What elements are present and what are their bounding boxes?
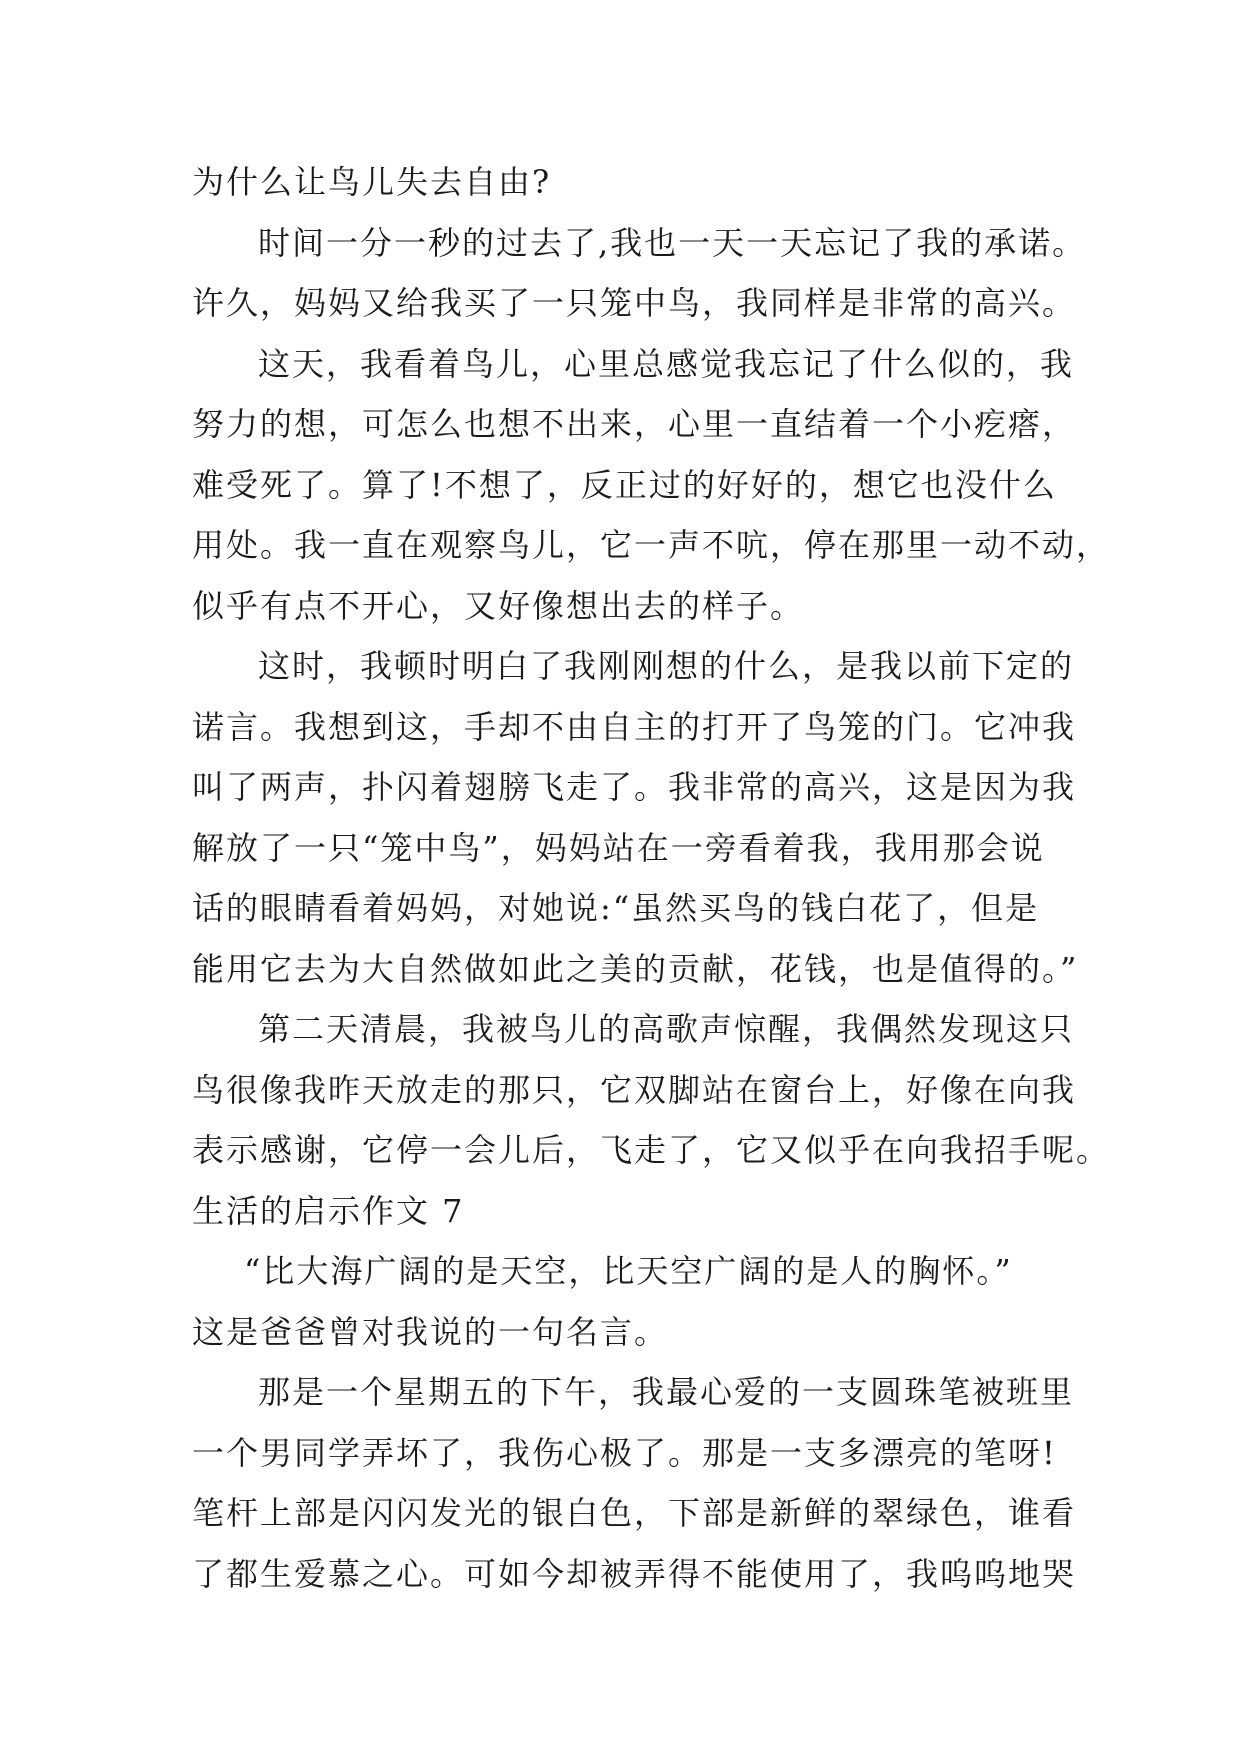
text-line: 能用它去为大自然做如此之美的贡献，花钱，也是值得的。”: [192, 949, 1079, 988]
text-line: 第二天清晨，我被鸟儿的高歌声惊醒，我偶然发现这只: [258, 1010, 1075, 1048]
text-line: 用处。我一直在观察鸟儿，它一声不吭，停在那里一动不动，: [192, 526, 1111, 564]
text-line: 叫了两声，扑闪着翅膀飞走了。我非常的高兴，这是因为我: [192, 768, 1077, 806]
text-line: 表示感谢，它停一会儿后，飞走了，它又似乎在向我招手呢。: [192, 1131, 1111, 1169]
text-line: 诺言。我想到这，手却不由自主的打开了鸟笼的门。它冲我: [192, 707, 1077, 746]
text-line: 那是一个星期五的下午，我最心爱的一支圆珠笔被班里: [258, 1373, 1075, 1411]
text-line: 鸟很像我昨天放走的那只，它双脚站在窗台上，好像在向我: [192, 1070, 1077, 1109]
text-line: 难受死了。算了!不想了，反正过的好好的，想它也没什么: [192, 465, 1057, 504]
text-line: “比大海广阔的是天空，比天空广阔的是人的胸怀。”: [244, 1252, 1013, 1290]
text-line: 话的眼睛看着妈妈，对她说:“虽然买鸟的钱白花了，但是: [192, 889, 1040, 927]
text-line: 时间一分一秒的过去了,我也一天一天忘记了我的承诺。: [258, 223, 1087, 262]
text-line: 了都生爱慕之心。可如今却被弄得不能使用了，我呜呜地哭: [192, 1554, 1077, 1593]
section-heading: 生活的启示作文 7: [192, 1191, 465, 1230]
text-line: 许久，妈妈又给我买了一只笼中鸟，我同样是非常的高兴。: [192, 284, 1077, 322]
document-body: [192, 152, 1111, 1604]
text-line: 似乎有点不开心，又好像想出去的样子。: [192, 586, 805, 625]
text-line: 一个男同学弄坏了，我伤心极了。那是一支多漂亮的笔呀!: [192, 1433, 1057, 1472]
text-line: 这时，我顿时明白了我刚刚想的什么，是我以前下定的: [258, 647, 1075, 685]
text-line: 为什么让鸟儿失去自由?: [192, 163, 552, 201]
text-line: 这天，我看着鸟儿，心里总感觉我忘记了什么似的，我: [258, 344, 1075, 383]
text-line: 解放了一只“笼中鸟”，妈妈站在一旁看着我，我用那会说: [192, 828, 1045, 867]
text-line: 这是爸爸曾对我说的一句名言。: [192, 1312, 669, 1351]
text-line: 笔杆上部是闪闪发光的银白色，下部是新鲜的翠绿色，谁看: [192, 1494, 1077, 1532]
text-line: 努力的想，可怎么也想不出来，心里一直结着一个小疙瘩，: [192, 405, 1077, 443]
